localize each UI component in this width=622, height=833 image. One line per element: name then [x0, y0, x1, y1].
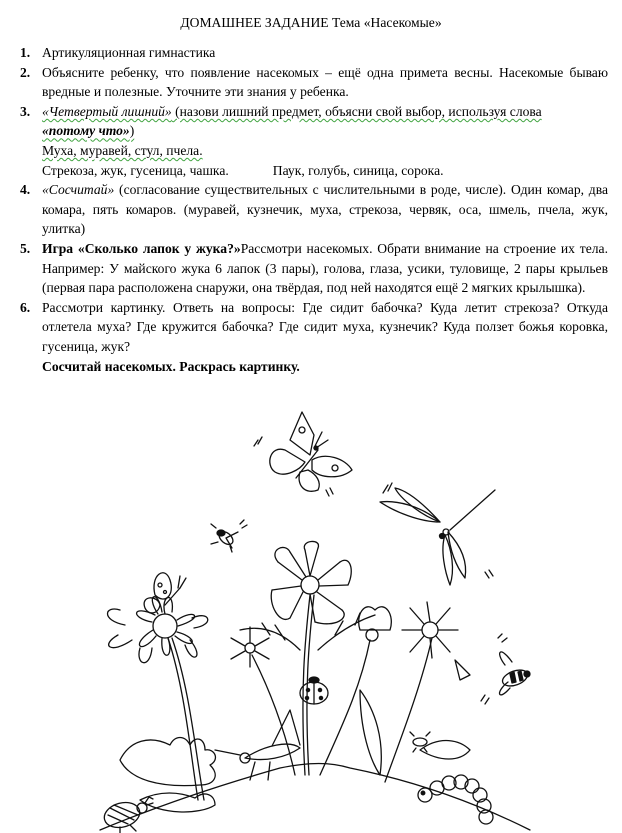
list-item-3	[20, 102, 608, 180]
small-fly-icon	[410, 732, 430, 752]
item-number: 1.	[20, 45, 31, 60]
item-number: 5.	[20, 240, 31, 256]
list-item-5	[20, 239, 608, 298]
item-number: 3.	[20, 103, 31, 119]
item-line: Стрекоза, жук, гусеница, чашка.	[42, 162, 229, 178]
beetle-icon	[102, 797, 153, 833]
dragonfly-icon	[380, 483, 495, 585]
fly-icon	[211, 520, 247, 552]
list-item-6	[20, 298, 608, 376]
item-text: Артикуляционная гимнастика	[42, 45, 216, 60]
item-emphasis: «потому что»	[42, 123, 130, 139]
list-item-2	[20, 63, 608, 102]
item-text: (согласование существительных с числительными в роде, числе). Один комар, два комара, пять комаров. (муравей, кузнечик, муха, стрекоза, червяк, оса, шмель, пчела, жук, улитка)	[42, 182, 608, 237]
item-text: Рассмотри картинку. Ответь на вопросы: Где сидит бабочка? Куда летит стрекоза? Откуда отлетела муха? Где кружится бабочка? Где сидит муха, кузнечик? Куда ползет божья коровка, гусеница, жук?	[42, 299, 608, 354]
butterfly-icon	[254, 412, 352, 496]
right-daisy	[385, 602, 470, 782]
homework-list	[20, 43, 608, 376]
item-number: 2.	[20, 64, 31, 80]
item-title: «Четвертый лишний»	[42, 103, 172, 119]
item-text: Объясните ребенку, что появление насекомых – ещё одна примета весны. Насекомые бываю вредные и полезные. Уточните эти знания у ребенка.	[42, 64, 608, 100]
right-leaf	[420, 741, 470, 759]
left-leaf	[120, 738, 215, 786]
page-title: ДОМАШНЕЕ ЗАДАНИЕ Тема «Насекомые»	[180, 15, 442, 30]
item-title: «Сосчитай»	[42, 182, 115, 198]
item-bold-line: Сосчитай насекомых. Раскрась картинку.	[42, 358, 300, 374]
list-item-4	[20, 180, 608, 239]
item-number: 6.	[20, 299, 31, 315]
item-text: (назови лишний предмет, объясни свой выбор, используя слова	[171, 103, 542, 119]
item-line: Паук, голубь, синица, сорока.	[272, 162, 444, 178]
center-daisy	[240, 541, 375, 775]
item-title: Игра «Сколько лапок у жука?»	[42, 240, 241, 256]
item-number: 4.	[20, 182, 31, 198]
item-text: Рассмотри насекомых. Обрати внимание на строение их тела. Например: У майского жука 6 лапок (3 пары), голова, глаза, усики, туловище, 2 пары крыльев (первая пара расположена снаружи, она твёрдая, под ней находятся ещё 2 мягких крылышка).	[42, 240, 608, 296]
item-text-end: )	[129, 123, 135, 139]
small-daisy	[231, 627, 295, 775]
left-daisy	[108, 573, 208, 800]
hill	[100, 764, 530, 831]
insects-illustration	[0, 390, 622, 833]
list-item-1	[20, 43, 608, 63]
item-line: Муха, муравей, стул, пчела.	[42, 142, 203, 158]
ladybug-icon	[300, 677, 328, 704]
right-leaf	[360, 690, 381, 775]
bee-icon	[481, 634, 530, 704]
caterpillar-icon	[418, 775, 493, 824]
